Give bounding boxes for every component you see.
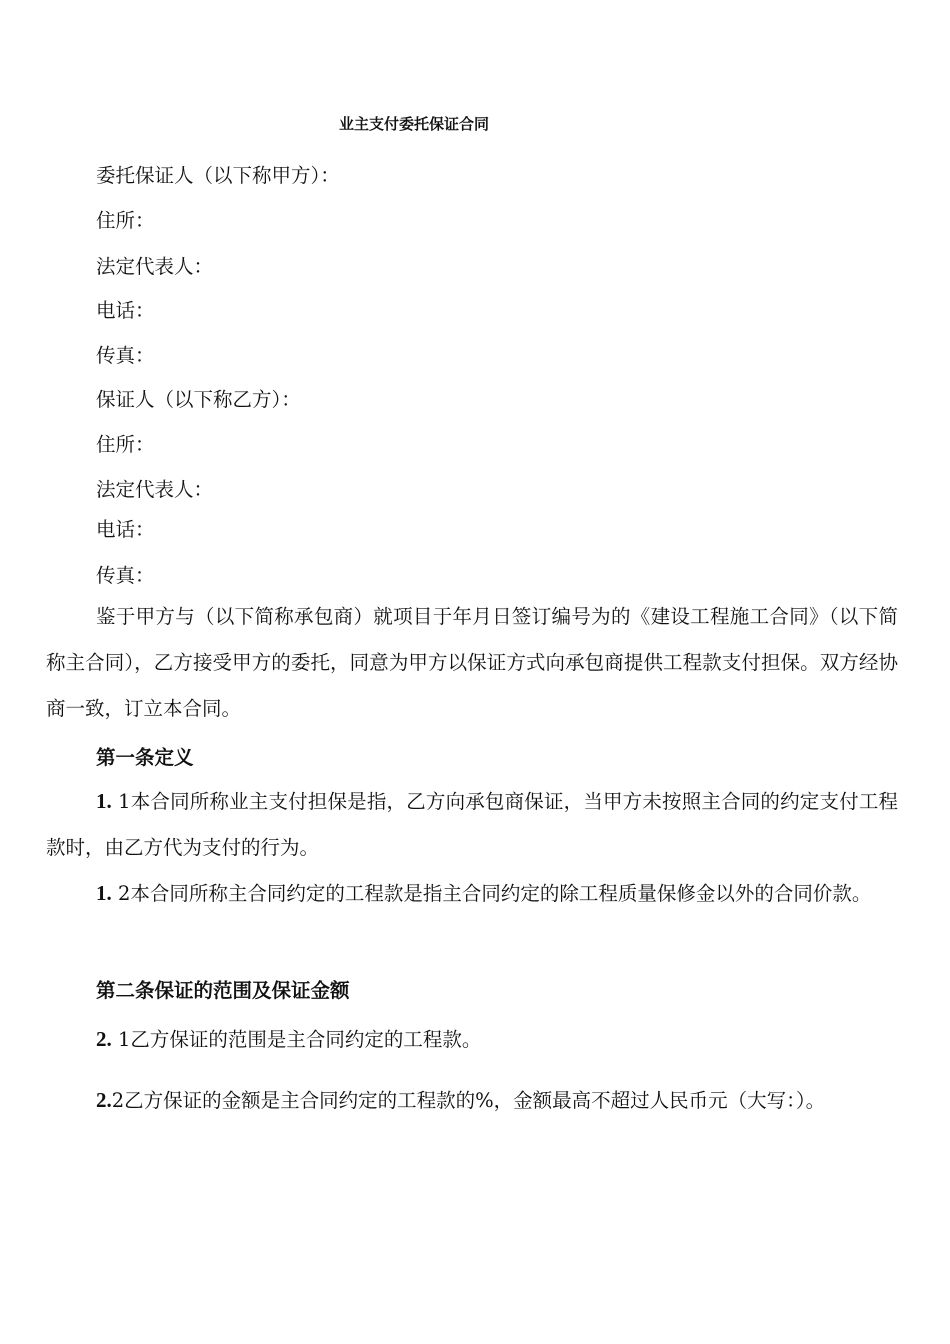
party-a-phone: 电话： (96, 299, 155, 322)
party-a-label: 委托保证人（以下称甲方）： (96, 164, 340, 187)
clause-1-1 (46, 778, 898, 871)
clause-1-1-number: 1. (96, 789, 112, 813)
article-2-heading: 第二条保证的范围及保证金额 (96, 979, 350, 1002)
clause-2-2-text: 2乙方保证的金额是主合同约定的工程款的%，金额最高不超过人民币元（大写：）。 (111, 1089, 826, 1112)
document-title: 业主支付委托保证合同 (338, 115, 489, 133)
clause-2-2 (46, 1077, 898, 1124)
clause-2-1-number: 2. (96, 1027, 112, 1051)
party-b-address: 住所： (96, 433, 155, 456)
party-b-phone: 电话： (96, 518, 155, 541)
article-1-heading: 第一条定义 (96, 746, 194, 769)
party-b-fax: 传真： (96, 564, 155, 587)
party-b-representative: 法定代表人： (96, 478, 214, 501)
clause-2-1 (46, 1016, 898, 1063)
party-a-address: 住所： (96, 209, 155, 232)
party-a-fax: 传真： (96, 344, 155, 367)
preamble-paragraph: 鉴于甲方与（以下简称承包商）就项目于年月日签订编号为的《建设工程施工合同》（以下简称主合同），乙方接受甲方的委托，同意为甲方以保证方式向承包商提供工程款支付担保。双方经协商一致，订立本合同。 (46, 605, 898, 720)
clause-1-2-number: 1. (96, 881, 112, 905)
clause-1-2-text: 2本合同所称主合同约定的工程款是指主合同约定的除工程质量保修金以外的合同价款。 (111, 882, 872, 905)
clause-2-2-number: 2. (96, 1088, 112, 1112)
clause-1-2 (46, 870, 898, 917)
clause-2-1-text: 1乙方保证的范围是主合同约定的工程款。 (111, 1028, 482, 1051)
party-b-label: 保证人（以下称乙方）： (96, 388, 301, 411)
party-a-representative: 法定代表人： (96, 255, 214, 278)
clause-1-1-text: 1本合同所称业主支付担保是指，乙方向承包商保证，当甲方未按照主合同的约定支付工程款时，由乙方代为支付的行为。 (46, 790, 898, 859)
